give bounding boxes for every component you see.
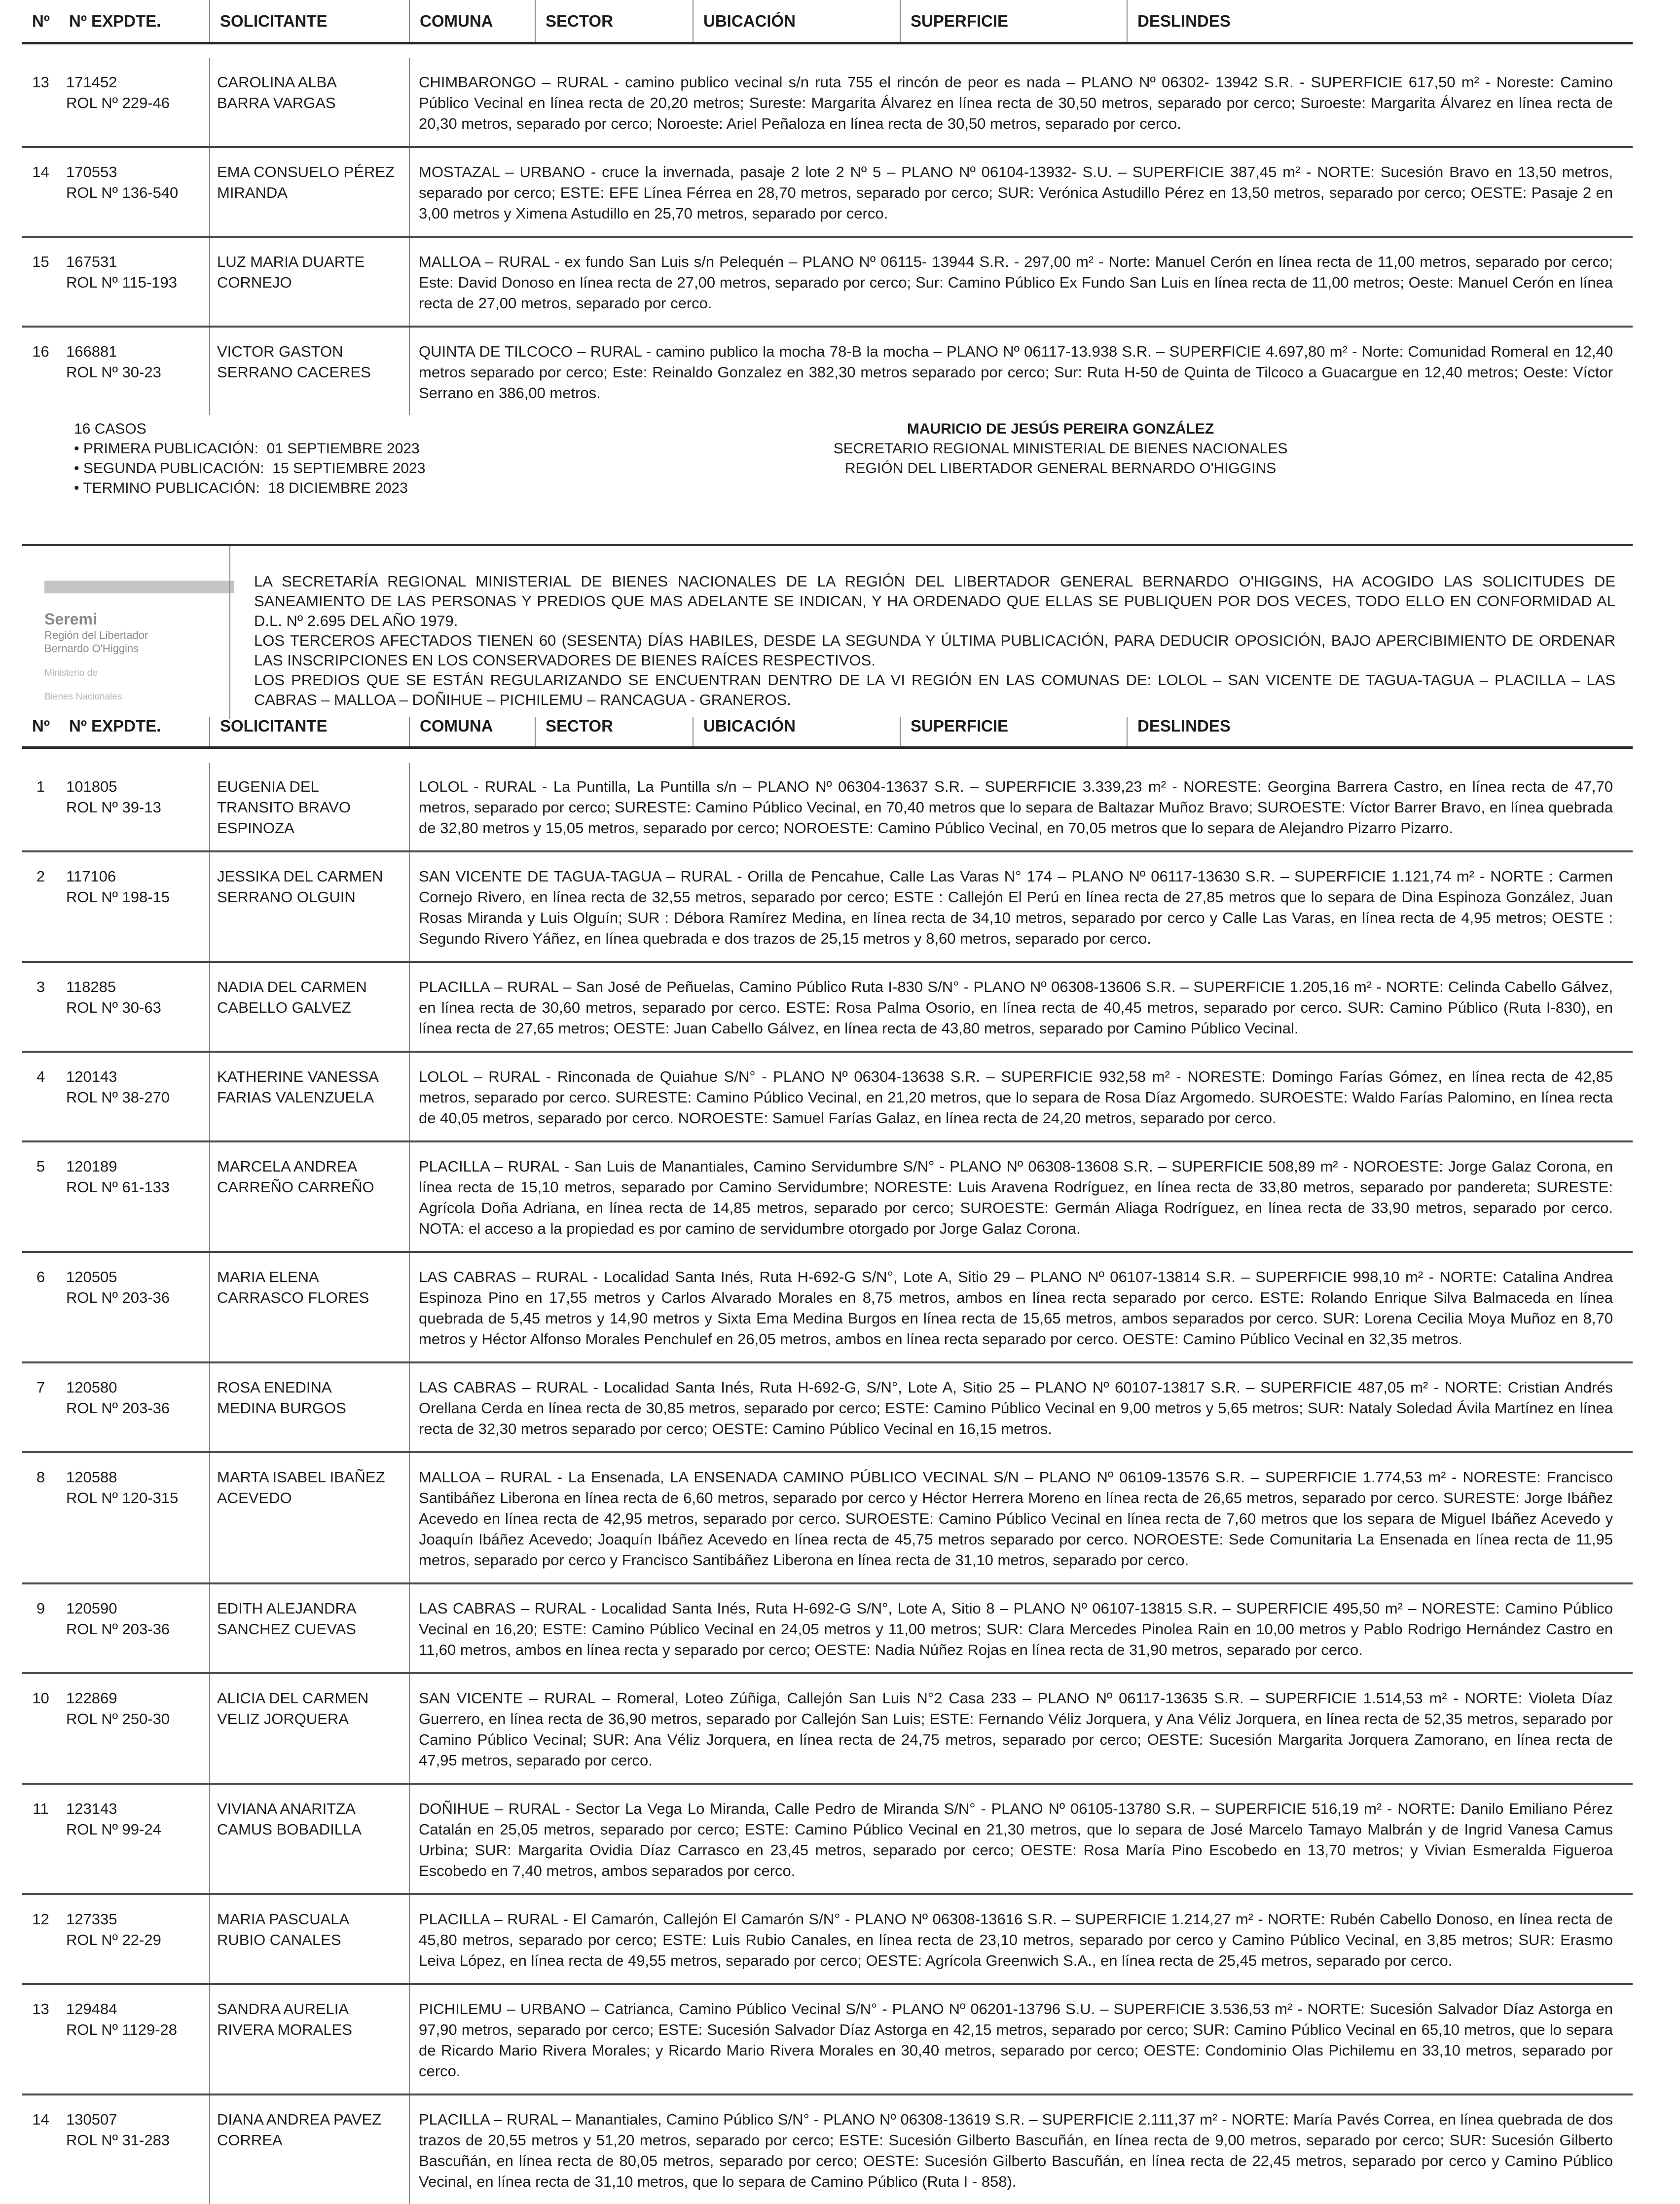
row-number: 14: [22, 147, 59, 237]
solicitante-name-line: RUBIO CANALES: [217, 1930, 404, 1950]
header-ubicacion: UBICACIÓN: [693, 0, 900, 43]
solicitante-cell: [210, 1452, 409, 1583]
solicitante-cell: [210, 1894, 409, 1984]
row-number: 8: [22, 1452, 59, 1583]
expediente-number: 118285: [66, 977, 204, 997]
property-description: DOÑIHUE – RURAL - Sector La Vega Lo Miranda, Calle Pedro de Miranda S/N° - PLANO Nº 06105-13780 S.R. – SUPERFICIE 516,19 m² - NORTE: Danilo Emiliano Pérez Catalán en 25,05 metros, separado por cerco; ESTE: Camino Público Vecinal en 21,30 metros, que lo separa de José Marcelo Tamayo Malbrán y de Ingrid Vanesa Camus Urbina; SUR: Margarita Ovidia Díaz Carrasco en 23,45 metros, separado por cerco; OESTE: Rosa María Pino Escobedo en 13,70 metros; y Vivian Esmeralda Figueroa Escobedo en 7,40 metros, ambos separados por cerco.: [409, 1784, 1633, 1894]
spacer-cell: [22, 748, 1633, 763]
expediente-cell: [59, 327, 210, 415]
solicitante-name-line: BARRA VARGAS: [217, 93, 404, 113]
rol-number: ROL Nº 136-540: [66, 183, 204, 203]
table-row: [22, 1984, 1633, 2094]
table-row: [22, 237, 1633, 327]
expediente-cell: [59, 1141, 210, 1252]
row-number: 6: [22, 1252, 59, 1362]
row-number: 10: [22, 1673, 59, 1784]
solicitante-name-line: VICTOR GASTON: [217, 341, 404, 362]
header-deslindes: DESLINDES: [1127, 0, 1633, 43]
solicitante-name-line: DIANA ANDREA PAVEZ: [217, 2109, 404, 2130]
solicitante-cell: [210, 237, 409, 327]
header-sector: SECTOR: [535, 717, 693, 748]
spacer-cell: [22, 43, 1633, 59]
row-number: 9: [22, 1583, 59, 1673]
rol-number: ROL Nº 120-315: [66, 1488, 204, 1508]
property-description: PLACILLA – RURAL - San Luis de Manantiales, Camino Servidumbre S/N° - PLANO Nº 06308-13608 S.R. – SUPERFICIE 508,89 m² - NOROESTE: Jorge Galaz Corona, en línea recta de 15,10 metros, separado por Camino Servidumbre; NORESTE: Luis Aravena Rodríguez, en línea recta de 33,80 metros, separado por pandereta; SURESTE: Agrícola Doña Adriana, en línea recta de 14,85 metros, separado por cerco; SUROESTE: Germán Aliaga Rodríguez, en línea recta de 33,90 metros, separado por cerco. NOTA: el acceso a la propiedad es por camino de servidumbre otorgado por Jorge Galaz Corona.: [409, 1141, 1633, 1252]
property-description: PLACILLA – RURAL - El Camarón, Callejón El Camarón S/N° - PLANO Nº 06308-13616 S.R. – SUPERFICIE 1.214,27 m² - NORTE: Rubén Cabello Donoso, en línea recta de 45,80 metros, separado por cerco; ESTE: Luis Rubio Canales, en línea recta de 23,10 metros, separado por cerco y Camino Público Vecinal, en 3,85 metros; SUR: Erasmo Leiva López, en línea recta de 49,55 metros, separado por cerco; OESTE: Agrícola Greenwich S.A., en línea recta de 25,45 metros, separado por cerco.: [409, 1894, 1633, 1984]
table-row: [22, 327, 1633, 415]
row-number: 1: [22, 763, 59, 851]
table-row: [22, 2094, 1633, 2204]
signature-block: [740, 419, 1381, 478]
table-spacer-row: [22, 43, 1633, 59]
expediente-cell: [59, 1894, 210, 1984]
row-number: 13: [22, 58, 59, 147]
pub-label: • TERMINO PUBLICACIÓN:: [74, 480, 260, 496]
property-description: LOLOL – RURAL - Rinconada de Quiahue S/N° - PLANO Nº 06304-13638 S.R. – SUPERFICIE 932,58 m² - NORESTE: Domingo Farías Gómez, en línea recta de 42,85 metros, separado por cerco. SURESTE: Camino Público Vecinal, en 21,20 metros, que lo separa de Rosa Díaz Argomedo. SUROESTE: Waldo Farías Palomino, en línea recta de 40,05 metros, separado por cerco. NOROESTE: Samuel Farías Galaz, en línea recta de 24,20 metros, separado por cerco.: [409, 1052, 1633, 1141]
header-superficie: SUPERFICIE: [900, 0, 1127, 43]
header-comuna: COMUNA: [409, 717, 535, 748]
row-number: 3: [22, 962, 59, 1052]
solicitante-cell: [210, 1252, 409, 1362]
solicitante-name-line: CAROLINA ALBA: [217, 72, 404, 93]
rol-number: ROL Nº 115-193: [66, 272, 204, 293]
publication-dates: [74, 419, 425, 498]
rol-number: ROL Nº 30-63: [66, 997, 204, 1018]
row-number: 7: [22, 1362, 59, 1452]
header-comuna: COMUNA: [409, 0, 535, 43]
table-row: [22, 1141, 1633, 1252]
solicitante-cell: [210, 1673, 409, 1784]
expediente-cell: [59, 1452, 210, 1583]
solicitante-cell: [210, 1141, 409, 1252]
rol-number: ROL Nº 22-29: [66, 1930, 204, 1950]
expediente-cell: [59, 1673, 210, 1784]
table-main: [22, 717, 1633, 2204]
intro-paragraph: LA SECRETARÍA REGIONAL MINISTERIAL DE BIENES NACIONALES DE LA REGIÓN DEL LIBERTADOR GENERAL BERNARDO O'HIGGINS, HA ACOGIDO LAS SOLICITUDES DE SANEAMIENTO DE LAS PERSONAS Y PREDIOS QUE MAS ADELANTE SE INDICAN, Y HA ORDENADO QUE ELLAS SE PUBLIQUEN POR DOS VECES, TODO ELLO EN CONFORMIDAD AL D.L. Nº 2.695 DEL AÑO 1979.: [254, 572, 1615, 631]
header-solicitante: SOLICITANTE: [210, 717, 409, 748]
seremi-logo: [44, 581, 234, 702]
expediente-cell: [59, 1784, 210, 1894]
rol-number: ROL Nº 250-30: [66, 1709, 204, 1729]
row-number: 13: [22, 1984, 59, 2094]
solicitante-name-line: NADIA DEL CARMEN: [217, 977, 404, 997]
solicitante-name-line: RIVERA MORALES: [217, 2020, 404, 2040]
header-sector: SECTOR: [535, 0, 693, 43]
property-description: LAS CABRAS – RURAL - Localidad Santa Inés, Ruta H-692-G, S/N°, Lote A, Sitio 25 – PLANO Nº 60107-13817 S.R. – SUPERFICIE 487,05 m² - NORTE: Cristian Andrés Orellana Cerda en línea recta de 30,85 metros, separado por cerco; ESTE: Camino Público Vecinal en 9,00 metros y 5,65 metros; SUR: Nataly Soledad Ávila Martínez en línea recta de 32,30 metros separado por cerco; OESTE: Camino Público Vecinal en 16,15 metros.: [409, 1362, 1633, 1452]
property-description: MOSTAZAL – URBANO - cruce la invernada, pasaje 2 lote 2 Nº 5 – PLANO Nº 06104-13932- S.U. – SUPERFICIE 387,45 m² - NORTE: Sucesión Bravo en 13,50 metros, separado por cerco; ESTE: EFE Línea Férrea en 28,70 metros, separado por cerco; SUR: Verónica Astudillo Pérez en 13,50 metros, separado por cerco; OESTE: Pasaje 2 en 3,00 metros y Ximena Astudillo en 25,70 metros, separado por cerco.: [409, 147, 1633, 237]
solicitante-name-line: MARIA ELENA: [217, 1267, 404, 1287]
row-number: 2: [22, 851, 59, 962]
rol-number: ROL Nº 61-133: [66, 1177, 204, 1198]
table-row: [22, 1583, 1633, 1673]
row-number: 12: [22, 1894, 59, 1984]
solicitante-name-line: MEDINA BURGOS: [217, 1398, 404, 1419]
solicitante-cell: [210, 1784, 409, 1894]
table-spacer-row: [22, 748, 1633, 763]
expediente-cell: [59, 237, 210, 327]
solicitante-cell: [210, 1984, 409, 2094]
property-description: PLACILLA – RURAL – San José de Peñuelas, Camino Público Ruta I-830 S/N° - PLANO Nº 06308-13606 S.R. – SUPERFICIE 1.205,16 m² - NORTE: Celinda Cabello Gálvez, en línea recta de 30,60 metros, separado por cerco. ESTE: Rosa Palma Osorio, en línea recta de 40,45 metros, separado por cerco. SUR: Camino Público (Ruta I-830), en línea recta de 27,65 metros; OESTE: Juan Cabello Gálvez, en línea recta de 43,80 metros, separado por Camino Público Vecinal.: [409, 962, 1633, 1052]
publication-footer: [74, 419, 1633, 488]
header-deslindes: DESLINDES: [1127, 717, 1633, 748]
pub-date: 15 SEPTIEMBRE 2023: [272, 460, 425, 477]
intro-text: [254, 572, 1615, 710]
second-publication: [74, 459, 425, 478]
logo-color-bar: [44, 581, 234, 593]
solicitante-cell: [210, 851, 409, 962]
signatory-title: SECRETARIO REGIONAL MINISTERIAL DE BIENES NACIONALES: [740, 439, 1381, 459]
solicitante-name-line: CARREÑO CARREÑO: [217, 1177, 404, 1198]
logo-region-line: Región del Libertador: [44, 628, 234, 642]
header-solicitante: SOLICITANTE: [210, 0, 409, 43]
expediente-cell: [59, 1362, 210, 1452]
solicitante-cell: [210, 1362, 409, 1452]
property-description: MALLOA – RURAL - ex fundo San Luis s/n Pelequén – PLANO Nº 06115- 13944 S.R. - 297,00 m² - Norte: Manuel Cerón en línea recta de 11,00 metros, separado por cerco; Este: David Donoso en línea recta de 27,00 metros, separado por cerco; Sur: Camino Público Ex Fundo San Luis en línea recta de 11,00 metros; Oeste: Manuel Cerón en línea recta de 27,00 metros, separado por cerco.: [409, 237, 1633, 327]
header-superficie: SUPERFICIE: [900, 717, 1127, 748]
solicitante-name-line: ALICIA DEL CARMEN: [217, 1688, 404, 1709]
property-description: CHIMBARONGO – RURAL - camino publico vecinal s/n ruta 755 el rincón de peor es nada – PLANO Nº 06302- 13942 S.R. - SUPERFICIE 617,50 m² - Noreste: Camino Público Vecinal en línea recta de 20,20 metros; Sureste: Margarita Álvarez en línea recta de 30,50 metros, separado por cerco; Suroeste: Margarita Álvarez en línea recta de 20,30 metros, separado por cerco; Noroeste: Ariel Peñaloza en línea recta de 30,50 metros, separado por cerco.: [409, 58, 1633, 147]
table-continuation: [22, 0, 1633, 415]
expediente-number: 166881: [66, 341, 204, 362]
rol-number: ROL Nº 99-24: [66, 1819, 204, 1840]
solicitante-name-line: MARIA PASCUALA: [217, 1909, 404, 1930]
expediente-number: 167531: [66, 252, 204, 272]
expediente-number: 120189: [66, 1156, 204, 1177]
notice-intro: [22, 544, 1633, 719]
table-body: [22, 43, 1633, 416]
expediente-number: 122869: [66, 1688, 204, 1709]
row-number: 14: [22, 2094, 59, 2204]
header-no: Nº: [22, 0, 59, 43]
rol-number: ROL Nº 38-270: [66, 1087, 204, 1108]
expediente-cell: [59, 2094, 210, 2204]
table-row: [22, 58, 1633, 147]
row-number: 16: [22, 327, 59, 415]
solicitante-name-line: CORNEJO: [217, 272, 404, 293]
header-expdte: Nº EXPDTE.: [59, 717, 210, 748]
first-publication: [74, 439, 425, 459]
property-description: MALLOA – RURAL - La Ensenada, LA ENSENADA CAMINO PÚBLICO VECINAL S/N – PLANO Nº 06109-13576 S.R. – SUPERFICIE 1.774,53 m² - NORESTE: Francisco Santibáñez Liberona en línea recta de 6,60 metros, separado por cerco y Héctor Herrera Moreno en línea recta de 26,65 metros, separado por cerco. SURESTE: Jorge Ibáñez Acevedo en línea recta de 42,95 metros, separado por cerco. SUROESTE: Camino Público Vecinal en línea recta de 7,60 metros que los separa de Miguel Ibáñez Acevedo y Joaquín Ibáñez Acevedo; Joaquín Ibáñez Acevedo en línea recta de 45,75 metros separado por cerco. NOROESTE: Sede Comunitaria La Ensenada en línea recta de 11,95 metros, separado por cerco y Francisco Santibáñez Liberona en línea recta de 31,10 metros, separado por cerco.: [409, 1452, 1633, 1583]
solicitante-name-line: KATHERINE VANESSA: [217, 1066, 404, 1087]
rol-number: ROL Nº 229-46: [66, 93, 204, 113]
expediente-cell: [59, 58, 210, 147]
solicitante-name-line: CAMUS BOBADILLA: [217, 1819, 404, 1840]
rol-number: ROL Nº 203-36: [66, 1619, 204, 1640]
expediente-cell: [59, 851, 210, 962]
property-description: LOLOL - RURAL - La Puntilla, La Puntilla s/n – PLANO Nº 06304-13637 S.R. – SUPERFICIE 3.339,23 m² - NORESTE: Georgina Barrera Castro, en línea recta de 47,70 metros, separado por cerco; SURESTE: Camino Público Vecinal, en 70,40 metros que lo separa de Baltazar Muñoz Bravo; SUROESTE: Víctor Barrer Bravo, en línea quebrada de 32,80 metros y 15,05 metros, separado por cerco; NOROESTE: Camino Público Vecinal, en 70,05 metros que lo separa de Alejandro Pizarro Pizarro.: [409, 763, 1633, 851]
expediente-cell: [59, 1052, 210, 1141]
solicitante-name-line: EDITH ALEJANDRA: [217, 1598, 404, 1619]
logo-title: Seremi: [44, 610, 234, 628]
table-row: [22, 1894, 1633, 1984]
logo-region-line: Bernardo O'Higgins: [44, 642, 234, 655]
expediente-number: 129484: [66, 1999, 204, 2020]
case-count: 16 CASOS: [74, 419, 425, 439]
table-row: [22, 1362, 1633, 1452]
row-number: 11: [22, 1784, 59, 1894]
table-row: [22, 851, 1633, 962]
solicitante-name-line: FARIAS VALENZUELA: [217, 1087, 404, 1108]
property-description: PICHILEMU – URBANO – Catrianca, Camino Público Vecinal S/N° - PLANO Nº 06201-13796 S.U. – SUPERFICIE 3.536,53 m² - NORTE: Sucesión Salvador Díaz Astorga en 97,90 metros, separado por cerco; ESTE: Sucesión Salvador Díaz Astorga en 42,15 metros, separado por cerco; SUR: Camino Público Vecinal en 65,10 metros, que lo separa de Ricardo Mario Rivera Morales; y Ricardo Mario Rivera Morales en 30,40 metros, separado por cerco; OESTE: Condominio Olas Pichilemu en 33,10 metros, separado por cerco.: [409, 1984, 1633, 2094]
property-description: SAN VICENTE – RURAL – Romeral, Loteo Zúñiga, Callejón San Luis N°2 Casa 233 – PLANO Nº 06117-13635 S.R. – SUPERFICIE 1.514,53 m² - NORTE: Violeta Díaz Guerrero, en línea recta de 36,90 metros, separado por Callejón San Luis; ESTE: Fernando Véliz Jorquera, y Ana Véliz Jorquera, en línea recta de 52,35 metros, separado por Camino Público Vecinal; SUR: Ana Véliz Jorquera, en línea recta de 24,75 metros, separado por cerco; OESTE: Sucesión Margarita Jorquera Zamorano, en línea recta de 47,95 metros, separado por cerco.: [409, 1673, 1633, 1784]
solicitante-name-line: MARTA ISABEL IBAÑEZ: [217, 1467, 404, 1488]
expediente-number: 120580: [66, 1377, 204, 1398]
table-row: [22, 1452, 1633, 1583]
solicitante-name-line: SERRANO CACERES: [217, 362, 404, 383]
row-number: 5: [22, 1141, 59, 1252]
solicitante-name-line: VELIZ JORQUERA: [217, 1709, 404, 1729]
intro-divider: [229, 546, 230, 719]
header-no: Nº: [22, 717, 59, 748]
solicitante-name-line: TRANSITO BRAVO: [217, 797, 404, 818]
table-row: [22, 962, 1633, 1052]
solicitante-name-line: CORREA: [217, 2130, 404, 2151]
solicitante-name-line: CARRASCO FLORES: [217, 1287, 404, 1308]
table-header-row: [22, 0, 1633, 43]
header-ubicacion: UBICACIÓN: [693, 717, 900, 748]
pub-label: • PRIMERA PUBLICACIÓN:: [74, 441, 258, 457]
solicitante-cell: [210, 2094, 409, 2204]
expediente-cell: [59, 147, 210, 237]
expediente-cell: [59, 763, 210, 851]
expediente-cell: [59, 1252, 210, 1362]
rol-number: ROL Nº 203-36: [66, 1287, 204, 1308]
expediente-number: 120143: [66, 1066, 204, 1087]
logo-ministry-line: Ministerio de: [44, 668, 234, 679]
expediente-number: 120505: [66, 1267, 204, 1287]
solicitante-name-line: SANDRA AURELIA: [217, 1999, 404, 2020]
expediente-number: 101805: [66, 776, 204, 797]
solicitante-name-line: ESPINOZA: [217, 818, 404, 839]
property-description: LAS CABRAS – RURAL - Localidad Santa Inés, Ruta H-692-G S/N°, Lote A, Sitio 29 – PLANO Nº 06107-13814 S.R. – SUPERFICIE 998,10 m² - NORTE: Catalina Andrea Espinoza Pino en 17,55 metros y Carlos Alvarado Morales en 8,75 metros, ambos en línea recta separado por cerco. ESTE: Rolando Enrique Silva Balmaceda en línea quebrada de 5,45 metros y 14,90 metros y Sixta Ema Medina Burgos en línea recta de 15,65 metros, ambos separados por cerco. SUR: Lorena Cecilia Moya Muñoz en 8,70 metros y Héctor Alfonso Morales Penchulef en 26,05 metros, ambos en línea recta separado por cerco. OESTE: Camino Público Vecinal en 32,35 metros.: [409, 1252, 1633, 1362]
solicitante-name-line: JESSIKA DEL CARMEN: [217, 866, 404, 887]
solicitante-name-line: MARCELA ANDREA: [217, 1156, 404, 1177]
pub-label: • SEGUNDA PUBLICACIÓN:: [74, 460, 264, 477]
table-body: [22, 748, 1633, 2204]
table-header-row: [22, 717, 1633, 748]
table-row: [22, 763, 1633, 851]
solicitante-name-line: LUZ MARIA DUARTE: [217, 252, 404, 272]
expediente-number: 117106: [66, 866, 204, 887]
solicitante-name-line: ROSA ENEDINA: [217, 1377, 404, 1398]
table-row: [22, 1252, 1633, 1362]
signatory-region: REGIÓN DEL LIBERTADOR GENERAL BERNARDO O'HIGGINS: [740, 459, 1381, 478]
property-description: LAS CABRAS – RURAL - Localidad Santa Inés, Ruta H-692-G S/N°, Lote A, Sitio 8 – PLANO Nº 06107-13815 S.R. – SUPERFICIE 495,50 m² – NORESTE: Camino Público Vecinal en 16,20; ESTE: Camino Público Vecinal en 24,05 metros y 11,00 metros; SUR: Clara Mercedes Pinolea Rain en 10,00 metros y Pablo Rodrigo Hernández Castro en 11,60 metros, ambos en línea recta y separado por cerco; OESTE: Nadia Núñez Rojas en línea recta de 31,90 metros, separado por cerco.: [409, 1583, 1633, 1673]
property-description: PLACILLA – RURAL – Manantiales, Camino Público S/N° - PLANO Nº 06308-13619 S.R. – SUPERFICIE 2.111,37 m² - NORTE: María Pavés Correa, en línea quebrada de dos trazos de 20,55 metros y 51,20 metros, separado por cerco; ESTE: Sucesión Gilberto Bascuñán, en línea recta de 9,00 metros, separado por cerco; SUR: Sucesión Gilberto Bascuñán, en línea recta de 80,05 metros, separado por cerco; OESTE: Sucesión Gilberto Bascuñán, en línea recta de 22,45 metros, separado por cerco y Camino Público Vecinal, en línea recta de 31,10 metros, que lo separa de Camino Público (Ruta I - 858).: [409, 2094, 1633, 2204]
rol-number: ROL Nº 31-283: [66, 2130, 204, 2151]
end-publication: [74, 478, 425, 498]
solicitante-cell: [210, 1583, 409, 1673]
solicitante-name-line: VIVIANA ANARITZA: [217, 1799, 404, 1819]
intro-paragraph: LOS TERCEROS AFECTADOS TIENEN 60 (SESENTA) DÍAS HABILES, DESDE LA SEGUNDA Y ÚLTIMA PUBLICACIÓN, PARA DEDUCIR OPOSICIÓN, BAJO APERCIBIMIENTO DE ORDENAR LAS INSCRIPCIONES EN LOS CONSERVADORES DE BIENES RAÍCES RESPECTIVOS.: [254, 631, 1615, 670]
header-expdte: Nº EXPDTE.: [59, 0, 210, 43]
expediente-number: 170553: [66, 162, 204, 183]
solicitante-name-line: ACEVEDO: [217, 1488, 404, 1508]
logo-ministry-line: Bienes Nacionales: [44, 692, 234, 702]
pub-date: 18 DICIEMBRE 2023: [268, 480, 407, 496]
solicitante-cell: [210, 147, 409, 237]
expediente-number: 120590: [66, 1598, 204, 1619]
property-description: SAN VICENTE DE TAGUA-TAGUA – RURAL - Orilla de Pencahue, Calle Las Varas N° 174 – PLANO Nº 06117-13630 S.R. – SUPERFICIE 1.121,74 m² - NORTE : Carmen Cornejo Rivero, en línea recta de 32,55 metros, separado por cerco; ESTE : Callejón El Perú en línea recta de 27,85 metros que lo separa de Dina Espinoza González, Juan Rosas Miranda y Luis Olguín; SUR : Débora Ramírez Medina, en línea recta de 34,10 metros, separado por cerco y Calle Las Varas, en línea recta de 4,95 metros; OESTE : Segundo Rivero Yáñez, en línea quebrada e dos trazos de 25,15 metros y 8,60 metros, separado por cerco.: [409, 851, 1633, 962]
solicitante-name-line: EUGENIA DEL: [217, 776, 404, 797]
table-row: [22, 1052, 1633, 1141]
solicitante-name-line: SANCHEZ CUEVAS: [217, 1619, 404, 1640]
table-row: [22, 1784, 1633, 1894]
rol-number: ROL Nº 1129-28: [66, 2020, 204, 2040]
expediente-number: 171452: [66, 72, 204, 93]
property-description: QUINTA DE TILCOCO – RURAL - camino publico la mocha 78-B la mocha – PLANO Nº 06117-13.938 S.R. – SUPERFICIE 4.697,80 m² - Norte: Comunidad Romeral en 12,40 metros separado por cerco; Este: Reinaldo Gonzalez en 382,30 metros separado por cerco; Sur: Ruta H-50 de Quinta de Tilcoco a Guacargue en 12,40 metros; Oeste: Víctor Serrano en 386,00 metros.: [409, 327, 1633, 415]
rol-number: ROL Nº 198-15: [66, 887, 204, 908]
expediente-number: 123143: [66, 1799, 204, 1819]
row-number: 15: [22, 237, 59, 327]
signatory-name: MAURICIO DE JESÚS PEREIRA GONZÁLEZ: [740, 419, 1381, 439]
row-number: 4: [22, 1052, 59, 1141]
solicitante-name-line: MIRANDA: [217, 183, 404, 203]
expediente-cell: [59, 962, 210, 1052]
table-row: [22, 1673, 1633, 1784]
solicitante-cell: [210, 327, 409, 415]
solicitante-cell: [210, 1052, 409, 1141]
solicitante-cell: [210, 763, 409, 851]
table-row: [22, 147, 1633, 237]
expediente-number: 127335: [66, 1909, 204, 1930]
expediente-cell: [59, 1984, 210, 2094]
solicitante-cell: [210, 58, 409, 147]
expediente-number: 130507: [66, 2109, 204, 2130]
pub-date: 01 SEPTIEMBRE 2023: [267, 441, 420, 457]
solicitante-cell: [210, 962, 409, 1052]
rol-number: ROL Nº 203-36: [66, 1398, 204, 1419]
solicitante-name-line: EMA CONSUELO PÉREZ: [217, 162, 404, 183]
intro-paragraph: LOS PREDIOS QUE SE ESTÁN REGULARIZANDO SE ENCUENTRAN DENTRO DE LA VI REGIÓN EN LAS COMUNAS DE: LOLOL – SAN VICENTE DE TAGUA-TAGUA – PLACILLA – LAS CABRAS – MALLOA – DOÑIHUE – PICHILEMU – RANCAGUA - GRANEROS.: [254, 670, 1615, 710]
rol-number: ROL Nº 39-13: [66, 797, 204, 818]
solicitante-name-line: SERRANO OLGUIN: [217, 887, 404, 908]
solicitante-name-line: CABELLO GALVEZ: [217, 997, 404, 1018]
rol-number: ROL Nº 30-23: [66, 362, 204, 383]
expediente-cell: [59, 1583, 210, 1673]
expediente-number: 120588: [66, 1467, 204, 1488]
